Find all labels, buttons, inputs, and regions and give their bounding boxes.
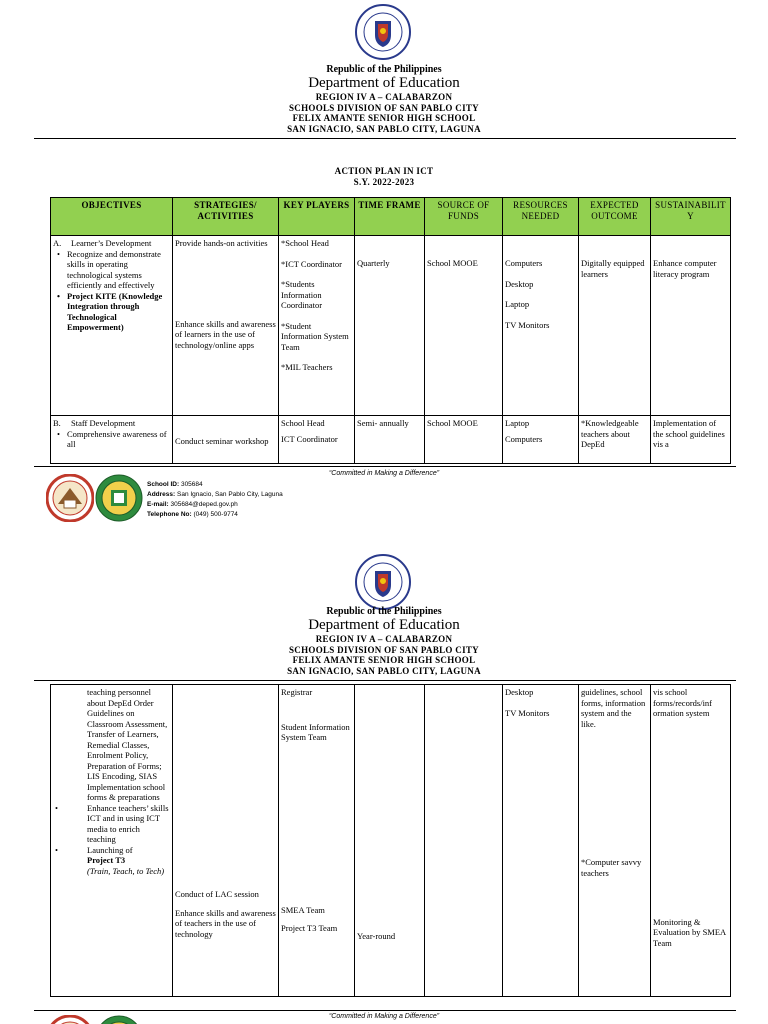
school-id-label: School ID: bbox=[147, 481, 180, 488]
col-key-players: KEY PLAYERS bbox=[279, 198, 355, 236]
outcome-value: Digitally equipped learners bbox=[581, 258, 645, 279]
strategies-cell bbox=[173, 416, 279, 464]
resource-item: Laptop bbox=[505, 418, 530, 428]
strategies-cell bbox=[173, 236, 279, 416]
player-item: *Students Information Coordinator bbox=[281, 279, 323, 310]
player-item: Project T3 Team bbox=[281, 923, 338, 933]
outcome-cell bbox=[579, 685, 651, 997]
outcome-value: *Computer savvy teachers bbox=[581, 857, 642, 878]
player-item: *ICT Coordinator bbox=[281, 258, 342, 269]
table-row bbox=[51, 416, 731, 464]
col-expected-outcome: EXPECTED OUTCOME bbox=[579, 198, 651, 236]
sustainability-cell: Implementation of the school guidelines vis a bbox=[651, 416, 731, 464]
sustainability-value: Monitoring & Evaluation by SMEA Team bbox=[653, 916, 726, 948]
objective-bullet: • Launching of bbox=[51, 845, 170, 856]
objective-continued: teaching personnel about DepEd Order Guidelines on Classroom Assessment, Transfer of Learners, Remedial Classes, Enrolment Policy, Preparation of Forms; LIS Encoding, SIAS Implementation school forms & preparations bbox=[87, 687, 168, 802]
resources-cell bbox=[503, 685, 579, 997]
school-name: FELIX AMANTE SENIOR HIGH SCHOOL bbox=[292, 113, 476, 123]
email-value: 305684@deped.gov.ph bbox=[170, 501, 238, 508]
objective-bullet: • Project KITE (Knowledge Integration through Technological Empowerment) bbox=[53, 291, 170, 333]
player-item: School Head bbox=[281, 418, 325, 428]
player-item: ICT Coordinator bbox=[281, 433, 338, 444]
funds-cell: School MOOE bbox=[425, 416, 503, 464]
table-header-row bbox=[51, 198, 731, 236]
project-name: Project T3 bbox=[87, 855, 126, 865]
sdo-logo-icon bbox=[46, 474, 94, 522]
region-label: REGION IV A – CALABARZON bbox=[315, 92, 453, 102]
department-name: Department of Education bbox=[308, 617, 460, 633]
resource-item: Desktop bbox=[505, 687, 534, 697]
republic-label: Republic of the Philippines bbox=[326, 64, 442, 75]
time-frame-cell bbox=[355, 236, 425, 416]
letterhead bbox=[0, 64, 768, 134]
sdo-logo-icon bbox=[46, 1015, 94, 1024]
footer-divider bbox=[34, 466, 736, 467]
objective-b-title: B. Staff Development bbox=[53, 418, 170, 429]
school-id-value: 305684 bbox=[180, 481, 203, 488]
strategy-item: Conduct seminar workshop bbox=[175, 436, 269, 446]
col-strategies: STRATEGIES/ ACTIVITIES bbox=[173, 198, 279, 236]
objective-bullet: • Comprehensive awareness of all bbox=[53, 429, 170, 450]
resource-item: Laptop bbox=[505, 299, 530, 309]
phone-value: (049) 500-9774 bbox=[193, 511, 238, 518]
time-frame-value: Year-round bbox=[357, 931, 396, 941]
deped-seal-icon bbox=[355, 554, 411, 610]
objectives-cell bbox=[51, 416, 173, 464]
plan-title: ACTION PLAN IN ICT bbox=[334, 166, 434, 176]
key-players-cell bbox=[279, 236, 355, 416]
resources-cell bbox=[503, 416, 579, 464]
motto: “Committed in Making a Difference” bbox=[328, 1013, 440, 1020]
address-value: San Ignacio, San Pablo City, Laguna bbox=[177, 491, 283, 498]
col-objectives: OBJECTIVES bbox=[51, 198, 173, 236]
objective-bullet: • Recognize and demonstrate skills in operating technological systems efficiently and effectively bbox=[53, 249, 170, 291]
table-row bbox=[51, 685, 731, 997]
resources-cell bbox=[503, 236, 579, 416]
player-item: *Student Information System Team bbox=[281, 320, 349, 352]
resource-item: TV Monitors bbox=[505, 707, 550, 718]
time-frame-cell: Semi- annually bbox=[355, 416, 425, 464]
objective-bullet: • Enhance teachers’ skills ICT and in using ICT media to enrich teaching bbox=[51, 803, 170, 845]
table-row bbox=[51, 236, 731, 416]
sustainability-value: Enhance computer literacy program bbox=[653, 258, 717, 279]
objective-a-title: A. Learner’s Development bbox=[53, 238, 170, 249]
player-item: *School Head bbox=[281, 238, 329, 248]
phone-label: Telephone No: bbox=[147, 511, 192, 518]
sustainability-value: vis school forms/records/inf ormation system bbox=[653, 687, 713, 718]
school-address: SAN IGNACIO, SAN PABLO CITY, LAGUNA bbox=[287, 665, 481, 676]
funds-value: School MOOE bbox=[427, 258, 478, 268]
key-players-cell bbox=[279, 685, 355, 997]
action-plan-table bbox=[50, 197, 731, 464]
division-label: SCHOOLS DIVISION OF SAN PABLO CITY bbox=[289, 102, 479, 113]
objectives-cell bbox=[51, 236, 173, 416]
player-item: *MIL Teachers bbox=[281, 362, 333, 372]
resource-item: TV Monitors bbox=[505, 319, 550, 330]
address-label: Address: bbox=[147, 491, 176, 498]
col-source-of-funds: SOURCE OF FUNDS bbox=[425, 198, 503, 236]
funds-cell bbox=[425, 236, 503, 416]
objectives-cell bbox=[51, 685, 173, 997]
department-name: Department of Education bbox=[308, 75, 460, 91]
school-logo-icon bbox=[95, 1015, 143, 1024]
school-logo-icon bbox=[95, 474, 143, 522]
footer-divider bbox=[34, 1010, 736, 1011]
strategy-item: Enhance skills and awareness of teachers in the use of technology bbox=[175, 907, 276, 939]
strategies-cell bbox=[173, 685, 279, 997]
outcome-cell: *Knowledgeable teachers about DepEd bbox=[579, 416, 651, 464]
header-divider bbox=[34, 680, 736, 681]
time-frame-cell bbox=[355, 685, 425, 997]
school-year: S.Y. 2022-2023 bbox=[353, 176, 415, 187]
action-plan-table-continued bbox=[50, 684, 731, 997]
player-item: Registrar bbox=[281, 687, 313, 697]
key-players-cell bbox=[279, 416, 355, 464]
player-item: Student Information System Team bbox=[281, 721, 350, 742]
sustainability-cell bbox=[651, 236, 731, 416]
project-description: (Train, Teach, to Tech) bbox=[87, 865, 165, 876]
outcome-value: guidelines, school forms, information system and the like. bbox=[581, 687, 646, 729]
resource-item: Desktop bbox=[505, 278, 534, 289]
col-sustainability: SUSTAINABILITY bbox=[651, 198, 731, 236]
deped-seal-icon bbox=[355, 4, 411, 60]
time-frame-value: Quarterly bbox=[357, 258, 390, 268]
email-label: E-mail: bbox=[147, 501, 169, 508]
strategy-item: Conduct of LAC session bbox=[175, 889, 259, 899]
school-name: FELIX AMANTE SENIOR HIGH SCHOOL bbox=[292, 655, 476, 665]
republic-label: Republic of the Philippines bbox=[326, 606, 442, 617]
plan-title-block bbox=[0, 166, 768, 187]
col-resources-needed: RESOURCES NEEDED bbox=[503, 198, 579, 236]
sustainability-cell bbox=[651, 685, 731, 997]
region-label: REGION IV A – CALABARZON bbox=[315, 634, 453, 644]
motto: “Committed in Making a Difference” bbox=[328, 470, 440, 477]
letterhead bbox=[0, 606, 768, 676]
division-label: SCHOOLS DIVISION OF SAN PABLO CITY bbox=[289, 644, 479, 655]
strategy-item: Provide hands-on activities bbox=[175, 238, 268, 248]
outcome-cell bbox=[579, 236, 651, 416]
funds-cell bbox=[425, 685, 503, 997]
col-time-frame: TIME FRAME bbox=[355, 198, 425, 236]
header-divider bbox=[34, 138, 736, 139]
player-item: SMEA Team bbox=[281, 904, 325, 915]
strategy-item: Enhance skills and awareness of learners in the use of technology/online apps bbox=[175, 318, 276, 350]
resource-item: Computers bbox=[505, 258, 543, 268]
contact-block bbox=[147, 480, 283, 520]
school-address: SAN IGNACIO, SAN PABLO CITY, LAGUNA bbox=[287, 123, 481, 134]
resource-item: Computers bbox=[505, 433, 543, 444]
